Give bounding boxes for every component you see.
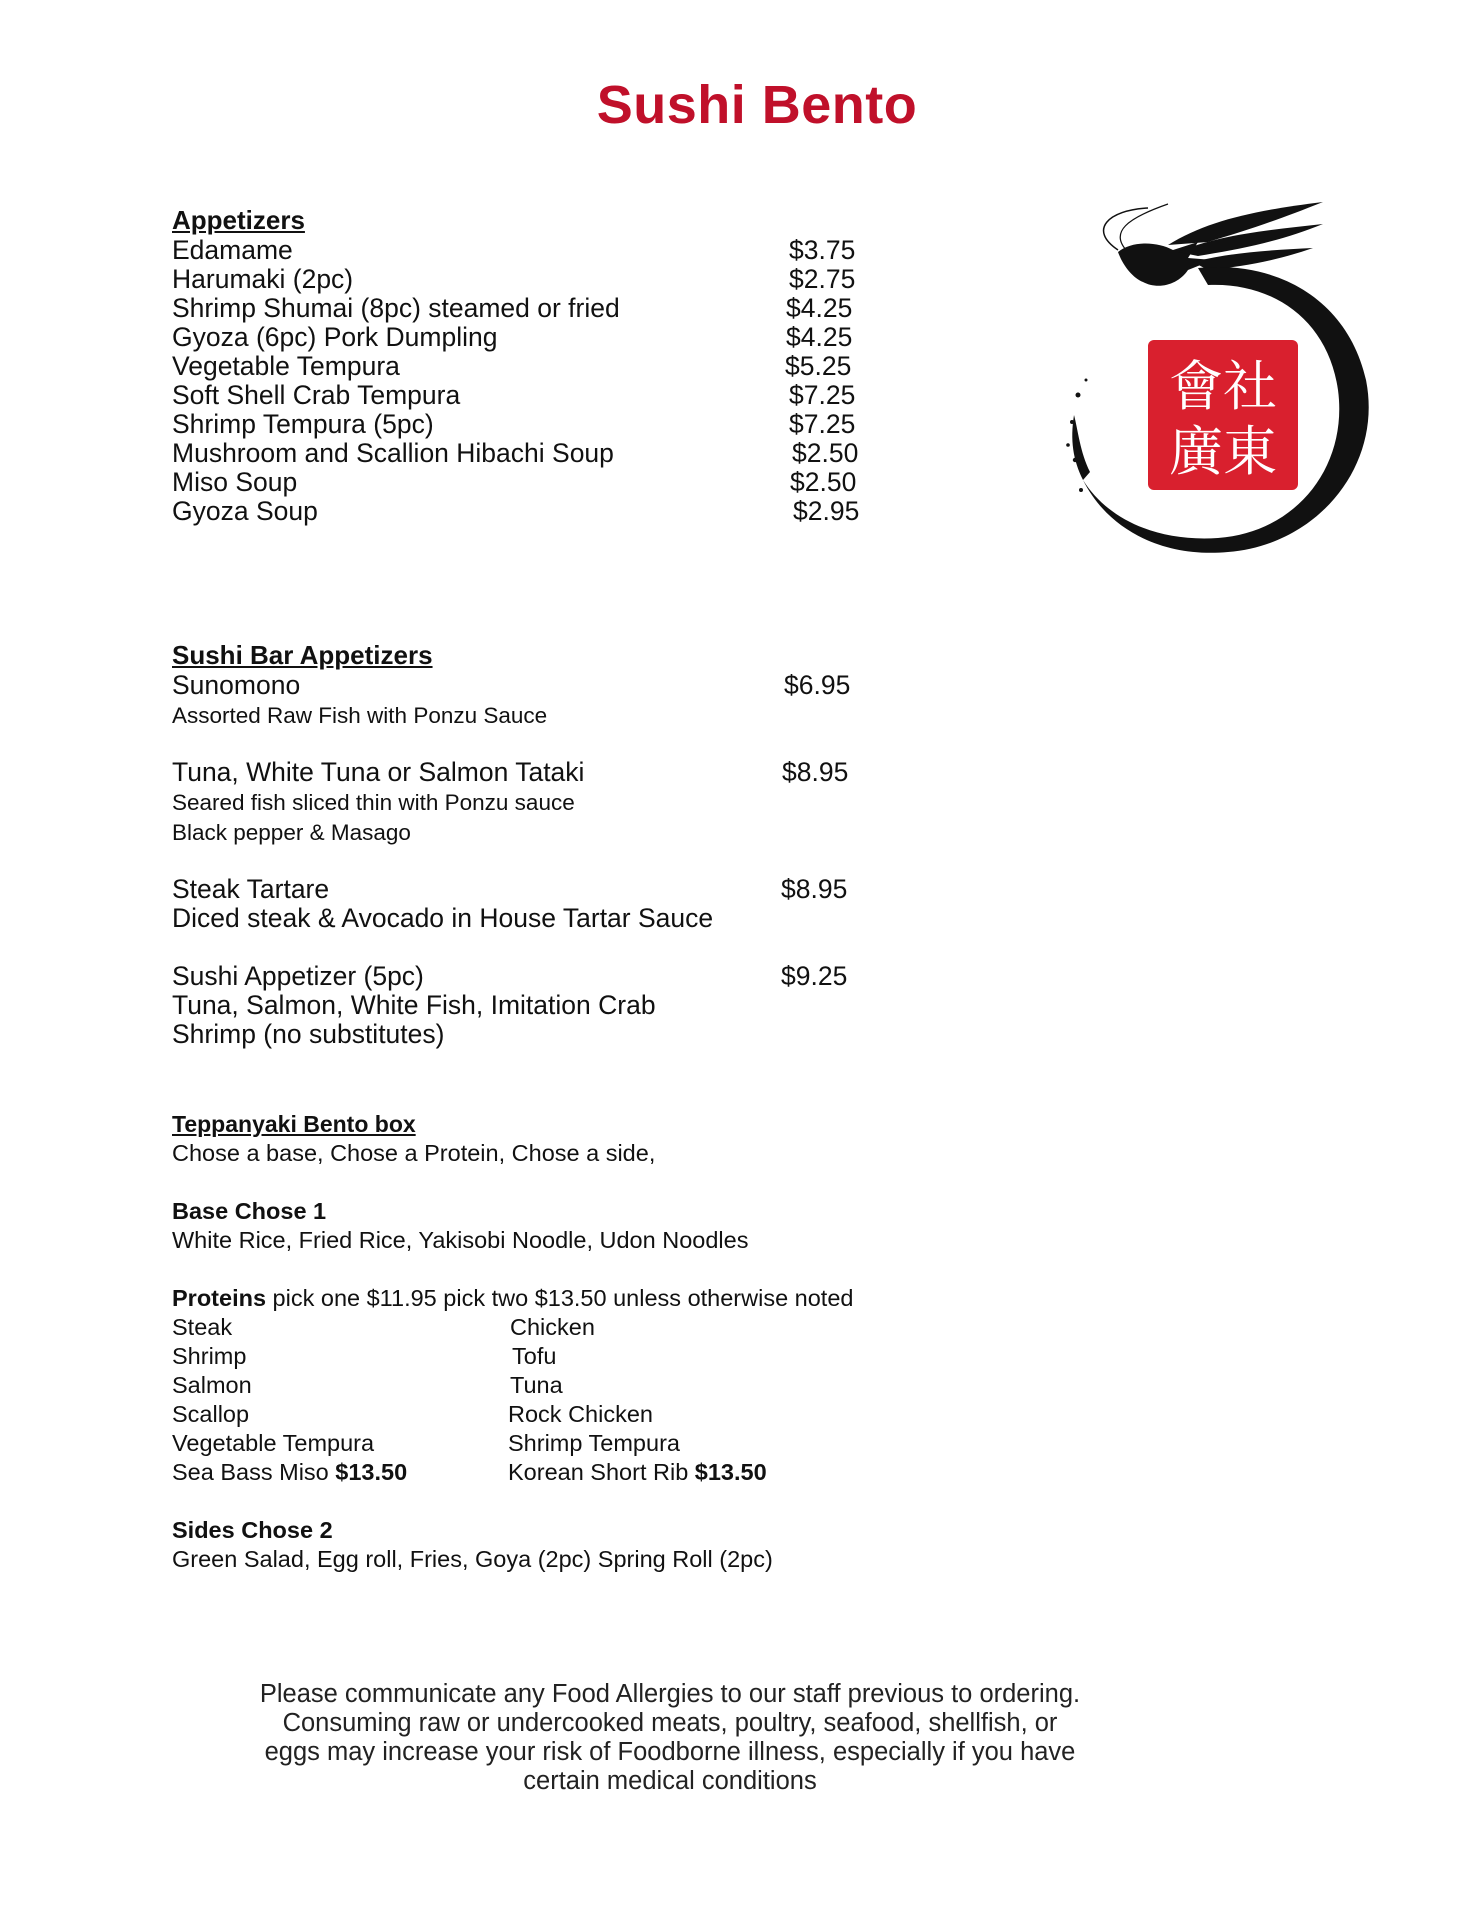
appetizer-price: $2.50 xyxy=(792,438,859,468)
appetizer-name: Gyoza (6pc) Pork Dumpling xyxy=(172,322,498,352)
sushi-item-desc: Shrimp (no substitutes) xyxy=(172,1019,445,1049)
sushi-item-desc: Tuna, Salmon, White Fish, Imitation Crab xyxy=(172,990,656,1020)
appetizer-price: $2.50 xyxy=(790,467,857,497)
appetizer-price: $4.25 xyxy=(786,293,853,323)
sushi-item-desc: Black pepper & Masago xyxy=(172,820,411,845)
protein-price: $13.50 xyxy=(694,1459,767,1485)
base-options: White Rice, Fried Rice, Yakisobi Noodle, Udon Noodles xyxy=(172,1227,749,1253)
appetizer-price: $2.95 xyxy=(793,496,860,526)
protein-option: Shrimp Tempura xyxy=(508,1430,680,1456)
sushi-item-name: Sushi Appetizer (5pc) xyxy=(172,961,424,991)
appetizers-heading: Appetizers xyxy=(172,205,305,235)
protein-option: Vegetable Tempura xyxy=(172,1430,375,1456)
protein-price: $13.50 xyxy=(335,1459,408,1485)
sushi-item-price: $6.95 xyxy=(784,670,851,700)
seal-text-bottom: 廣東 xyxy=(1169,420,1277,483)
seal-text-top: 會社 xyxy=(1169,355,1277,418)
allergy-notice-line: Please communicate any Food Allergies to our staff previous to ordering. xyxy=(259,1680,1081,1708)
sushi-item-price: $8.95 xyxy=(782,757,849,787)
appetizer-name: Shrimp Tempura (5pc) xyxy=(172,409,434,439)
bento-intro: Chose a base, Chose a Protein, Chose a side, xyxy=(172,1140,656,1166)
menu-title: Sushi Bento xyxy=(596,75,918,135)
protein-option-sea-bass xyxy=(172,1459,407,1486)
allergy-notice-line: certain medical conditions xyxy=(523,1767,817,1795)
protein-option: Scallop xyxy=(172,1401,250,1427)
appetizer-name: Vegetable Tempura xyxy=(172,351,400,381)
allergy-notice xyxy=(160,1680,1180,1796)
dragon-seal-logo xyxy=(1048,190,1418,570)
appetizer-name: Harumaki (2pc) xyxy=(172,264,354,294)
proteins-note: pick one $11.95 pick two $13.50 unless otherwise noted xyxy=(266,1285,854,1311)
appetizer-price: $7.25 xyxy=(789,380,856,410)
appetizer-price: $4.25 xyxy=(786,322,853,352)
sushi-item-name: Sunomono xyxy=(172,670,301,700)
allergy-notice-line: Consuming raw or undercooked meats, poultry, seafood, shellfish, or xyxy=(282,1709,1058,1737)
proteins-heading: Proteins xyxy=(172,1285,267,1311)
protein-option: Tuna xyxy=(510,1372,563,1398)
sushi-item-desc: Assorted Raw Fish with Ponzu Sauce xyxy=(172,703,548,728)
seal-stamp xyxy=(1148,340,1298,490)
sushi-item-price: $8.95 xyxy=(781,874,848,904)
appetizer-name: Edamame xyxy=(172,235,293,265)
sushi-item-name: Tuna, White Tuna or Salmon Tataki xyxy=(172,757,585,787)
protein-option: Shrimp xyxy=(172,1343,247,1369)
appetizer-price: $7.25 xyxy=(789,409,856,439)
appetizer-price: $5.25 xyxy=(785,351,852,381)
sushi-item-desc: Seared fish sliced thin with Ponzu sauce xyxy=(172,790,575,815)
appetizer-name: Gyoza Soup xyxy=(172,496,318,526)
bento-heading: Teppanyaki Bento box xyxy=(172,1111,416,1137)
sushi-item-name: Steak Tartare xyxy=(172,874,330,904)
protein-option-label: Sea Bass Miso xyxy=(172,1459,336,1485)
protein-option-label: Korean Short Rib xyxy=(508,1459,695,1485)
protein-option: Rock Chicken xyxy=(508,1401,653,1427)
sushi-bar-heading: Sushi Bar Appetizers xyxy=(172,640,433,670)
sushi-item-price: $9.25 xyxy=(781,961,848,991)
sides-heading: Sides Chose 2 xyxy=(172,1517,333,1543)
protein-option-short-rib xyxy=(508,1459,767,1486)
appetizer-price: $2.75 xyxy=(789,264,856,294)
protein-option: Chicken xyxy=(510,1314,595,1340)
sides-options: Green Salad, Egg roll, Fries, Goya (2pc) Spring Roll (2pc) xyxy=(172,1546,773,1572)
protein-option: Steak xyxy=(172,1314,233,1340)
appetizer-name: Shrimp Shumai (8pc) steamed or fried xyxy=(172,293,620,323)
appetizer-name: Mushroom and Scallion Hibachi Soup xyxy=(172,438,614,468)
appetizer-price: $3.75 xyxy=(789,235,856,265)
base-heading: Base Chose 1 xyxy=(172,1198,327,1224)
sushi-item-desc: Diced steak & Avocado in House Tartar Sauce xyxy=(172,903,714,933)
appetizer-name: Soft Shell Crab Tempura xyxy=(172,380,461,410)
appetizer-name: Miso Soup xyxy=(172,467,298,497)
allergy-notice-line: eggs may increase your risk of Foodborne illness, especially if you have xyxy=(264,1738,1076,1766)
protein-option: Salmon xyxy=(172,1372,252,1398)
proteins-line xyxy=(172,1285,853,1312)
protein-option: Tofu xyxy=(512,1343,557,1369)
